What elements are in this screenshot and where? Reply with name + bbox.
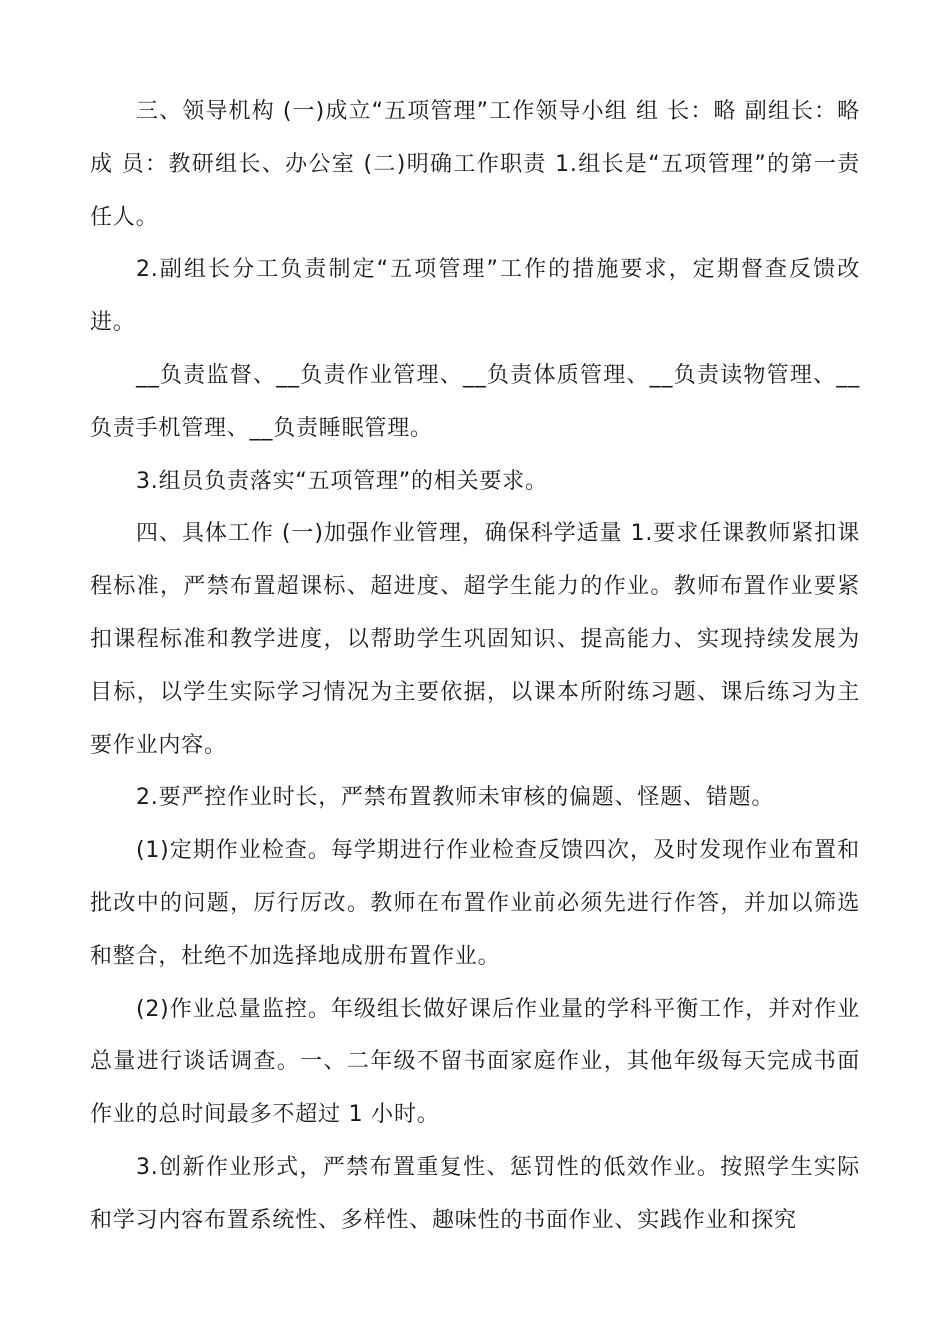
- paragraph-homework-management: 四、具体工作 (一)加强作业管理，确保科学适量 1.要求任课教师紧扣课程标准，严禁布置超课标、超进度、超学生能力的作业。教师布置作业要紧扣课程标准和教学进度，以帮助学生巩固知识、提高能力、实现持续发展为目标，以学生实际学习情况为主要依据，以课本所附练习题、课后练习为主要作业内容。: [90, 521, 860, 758]
- paragraph-deputy-leader-duties: 2.副组长分工负责制定“五项管理”工作的措施要求，定期督查反馈改进。: [90, 257, 860, 336]
- paragraph-responsibility-assignments: __负责监督、__负责作业管理、__负责体质管理、__负责读物管理、__负责手机管理、__负责睡眠管理。: [90, 362, 860, 441]
- paragraph-homework-volume: (2)作业总量监控。年级组长做好课后作业量的学科平衡工作，并对作业总量进行谈话调查。一、二年级不留书面家庭作业，其他年级每天完成书面作业的总时间最多不超过 1 小时。: [90, 996, 860, 1128]
- paragraph-member-duties: 3.组员负责落实“五项管理”的相关要求。: [136, 468, 548, 494]
- paragraph-homework-innovation: 3.创新作业形式，严禁布置重复性、惩罚性的低效作业。按照学生实际和学习内容布置系统性、多样性、趣味性的书面作业、实践作业和探究: [90, 1154, 860, 1233]
- document-body: [90, 86, 860, 1248]
- paragraph-homework-duration: 2.要严控作业时长，严禁布置教师未审核的偏题、怪题、错题。: [136, 785, 775, 811]
- paragraph-leadership-structure: 三、领导机构 (一)成立“五项管理”工作领导小组 组 长：略 副组长：略 成 员：教研组长、办公室 (二)明确工作职责 1.组长是“五项管理”的第一责任人。: [90, 99, 860, 230]
- paragraph-homework-inspection: (1)定期作业检查。每学期进行作业检查反馈四次，及时发现作业布置和批改中的问题，厉行厉改。教师在布置作业前必须先进行作答，并加以筛选和整合，杜绝不加选择地成册布置作业。: [90, 838, 860, 969]
